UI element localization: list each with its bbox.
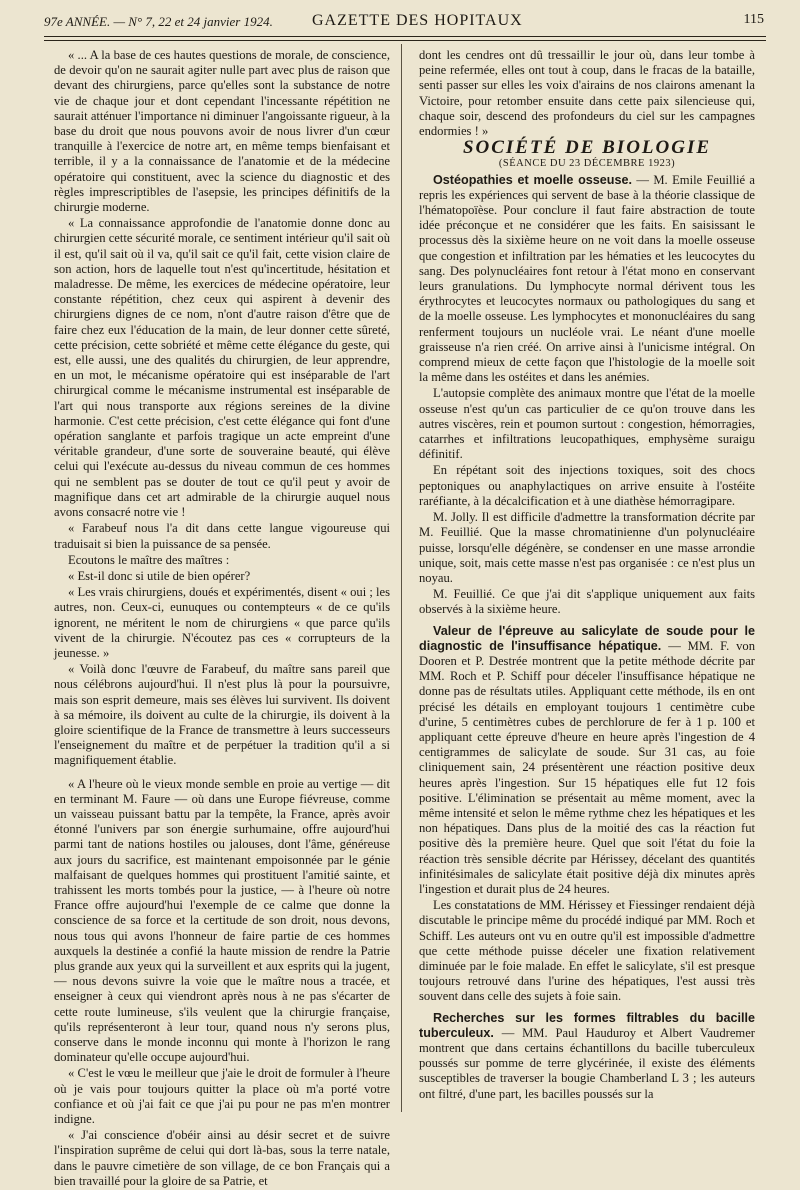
- paragraph: « ... A la base de ces hautes questions de morale, de conscience, de devoir qu'on ne saurait agiter nulle part avec plus de raison que devant des chirurgiens, parce qu'elles sont la substance de notre vie de chaque jour et dont cependant l'incessante répétition ne saurait atténuer l'importance ni diminuer l'angoissante rigueur, à la base du droit que nous pouvons avoir de nous livrer d'un cœur tranquille à l'exercice de notre art, en même temps bienfaisant et terrible, il y a la connaissance de l'anatomie et de la médecine opératoire qui constituent, avec la science du diagnostic et des règles imprescriptibles de l'asepsie, les principes définitifs de la chirurgie moderne.: [54, 48, 390, 215]
- quote-paragraph: « Les vrais chirurgiens, doués et expérimentés, disent « oui ; les autres, non. Ceux-ci, eunuques ou contempteurs « de ce qu'ils ignorent, ne méritent le nom de chirurgiens « que parce qu'ils vivent de la chirurgie. N'écoutez pas ces « corrupteurs de la jeunesse. »: [54, 585, 390, 660]
- article-text: — MM. F. von Dooren et P. Destrée montrent que la petite méthode décrite par MM. Roch et P. Schiff pour déceler l'insuffisance hépatique ne donne pas de résultats utiles. Appliquant cette méthode, ils en ont précisé les détails en employant toujours 1 centimètre cube d'urine, 5 centimètres cubes de perchlorure de fer à 1 p. 100 et appliquant cette épreuve d'heure en heure après l'ingestion de 4 centigrammes de salicylate de soude. Sur 31 cas, au foie cliniquement sain, 24 présentèrent une réaction positive deux heures après l'ingestion. Sur 15 hépatiques elle fut 12 fois positive. L'élimination se présentait au même moment, avec la même intensité et selon le même rythme chez les hépatiques et les non hépatiques. Dans plus de la moitié des cas la réaction fut positive dès la première heure. Quel que soit l'état du foie la réaction très sensible décrite par Hérissey, décelant des quantités infinitésimales de salicylate était positive déjà dix minutes après l'ingestion et durait plus de 24 heures.: [419, 638, 755, 896]
- column-divider: [401, 44, 402, 1112]
- paragraph: « A l'heure où le vieux monde semble en proie au vertige — dit en terminant M. Faure — où dans une Europe fiévreuse, comme un vaisseau puissant battu par la tempête, la France, après avoir étonné l'univers par son énergie surhumaine, offre aujourd'hui parmi tant de nations hostiles ou jalouses, dont l'âme, généreuse aux jours du sacrifice, est maintenant empoisonnée par le génie malfaisant de quelques hommes qui prostituent l'amitié sainte, et trahissent les morts tombés pour la justice, — à l'heure où notre France offre aujourd'hui l'exemple de ce calme que donne la conscience de sa force et la certitude de son droit, nous devons, nous tous qui avons l'honneur de faire partie de ces hommes auxquels la destinée a confié la haute mission de rendre la Patrie plus grande aux yeux qui la surveillent et aux esprits qui la jugent, — nous devons suivre la voie que le maître nous a tracée, et enseigner à ceux qui viendront après nous à ne pas s'écarter de cette route lumineuse, s'ils veulent que la chirurgie française, qu'ils représenteront à leur tour, quand nous n'y serons plus, conserve dans le monde inconnu qui monte à l'horizon le rang dominateur qu'elle occupe aujourd'hui.: [54, 776, 390, 1065]
- issue-info: 97e ANNÉE. — N° 7, 22 et 24 janvier 1924.: [44, 14, 273, 29]
- page-header: [44, 10, 764, 34]
- left-column: [54, 48, 390, 1190]
- paragraph: « C'est le vœu le meilleur que j'aie le droit de formuler à l'heure où je vais pour toujours quitter la place où m'a porté votre confiance et où j'ai fait ce que j'ai pu pour ne pas m'en montrer indigne.: [54, 1066, 390, 1127]
- article-title: Recherches sur les formes filtrables du bacille tuberculeux.: [419, 1010, 755, 1040]
- header-rule-top: [44, 36, 766, 37]
- article-filtrables: [419, 1011, 755, 1102]
- article-title: Valeur de l'épreuve au salicylate de soude pour le diagnostic de l'insuffisance hépatique.: [419, 623, 755, 653]
- paragraph: « Voilà donc l'œuvre de Farabeuf, du maître sans pareil que nous célébrons aujourd'hui. Il n'est plus là pour la poursuivre, mais son esprit demeure, mais ses élèves lui survivent. Ils doivent à sa mémoire, ils doivent au culte de la chirurgie, ils doivent à la gloire scientifique de la France de transmettre à leurs successeurs l'enseignement du maître et de perpétuer la tradition qu'il a si magnifiquement établie.: [54, 662, 390, 768]
- article-text: — M. Emile Feuillié a repris les expériences qui servent de base à la théorie classique de l'hématopoïèse. Pour conclure il faut faire abstraction de toute idée préconçue et ne considérer que les faits. En saisissant le processus dès la sixième heure on ne voit dans la moelle osseuse que congestion et infiltration par les hématies et les leucocytes du sang. Des polynucléaires font retour à l'état mono en conservant leurs granulations. Du lymphocyte normal dérivent tous les érythrocytes et leucocytes normaux ou pathologiques du sang et de la moelle osseuse. Les lymphocytes et mononucléaires du sang renferment toujours un nucléole vrai. Le néant d'une moelle graisseuse n'a rien créé. On arrive ainsi à l'unicisme intégral. On comprend mieux de cette façon que l'histologie de la moelle soit la même dans les ostéites et dans les anémies.: [419, 172, 756, 385]
- paragraph: « J'ai conscience d'obéir ainsi au désir secret et de suivre l'inspiration suprême de celui qui dort là-bas, sous la terre natale, dans le pauvre cimetière de son village, de ce bon Français qui a bien travaillé pour la gloire de sa Patrie, et: [54, 1128, 390, 1188]
- header-rule-bottom: [44, 40, 766, 41]
- article-text: — MM. Paul Hauduroy et Albert Vaudremer montrent que dans certains échantillons du bacille tuberculeux poussés sur pomme de terre glycérinée, il existe des éléments susceptibles de traverser la bougie Chamberland L 3 ; les auteurs ont filtré, d'une part, les bacilles poussés sur la: [419, 1025, 755, 1101]
- paragraph: M. Feuillié. Ce que j'ai dit s'applique uniquement aux faits observés à la sixième heure.: [419, 587, 755, 617]
- publication-title: GAZETTE DES HOPITAUX: [312, 12, 523, 29]
- article-title: Ostéopathies et moelle osseuse.: [433, 172, 632, 187]
- paragraph: « La connaissance approfondie de l'anatomie donne donc au chirurgien cette sécurité morale, ce sentiment intérieur qu'il sait où il est, qu'il sait où il va, qu'il sait ce qu'il fait, cette vision claire de son action, hors de laquelle tout n'est qu'incertitude, hésitation et maladresse. De même, les exercices de médecine opératoire, leur constante répétition, chez ceux qui aspirent à devenir des chirurgiens dignes de ce nom, n'ont d'autre raison d'être que de faire chez eux l'éducation de la main, de leur donner cette sûreté, cette précision, cette sobriété et même cette élégance du geste, qui est, elle aussi, une des qualités du chirurgien, de leur apprendre, en un mot, le mécanisme opératoire qui est inséparable de l'art chirurgical comme le mécanisme instrumental est inséparable de l'art qui nous transporte aux régions sereines de la divine harmonie. C'est cette précision, c'est cette élégance qui font d'une opération sanglante et parfois tragique un acte empreint d'une véritable grandeur, d'une sorte de souveraine beauté, qui élève celui qui l'exécute au-dessus du niveau commun de ces hommes qui ne semblent pas se douter de tout ce qu'il peut y avoir de magnifique dans cet art admirable de la chirurgie auquel nous avons consacré notre vie !: [54, 216, 390, 520]
- article-osteopathies: [419, 173, 755, 386]
- page-number: 115: [743, 12, 764, 27]
- paragraph: « Farabeuf nous l'a dit dans cette langue vigoureuse qui traduisait si bien la puissance de sa pensée.: [54, 521, 390, 551]
- paragraph: L'autopsie complète des animaux montre que l'état de la moelle osseuse n'est qu'un cas particulier de ce qu'on trouve dans les autres viscères, rein et poumon surtout : congestion, hémorragies, catarrhes et infiltrations leucopathiques, emphysème suraigu définitif.: [419, 386, 755, 462]
- paragraph: Les constatations de MM. Hérissey et Fiessinger rendaient déjà discutable le principe même du procédé indiqué par MM. Roch et Schiff. Les auteurs ont vu en outre qu'il est impossible d'admettre que cette méthode puisse déceler une fixation relativement diminuée par le foie malade. En effet le salicylate, s'il est presque toujours retrouvé dans l'urine des hépatiques, l'est aussi très souvent dans celle des sujets à foie sain.: [419, 898, 755, 1004]
- paragraph: En répétant soit des injections toxiques, soit des chocs peptoniques ou anaphylactiques on arrive ensuite à l'ostéite raréfiante, à la décalcification et à une diathèse hémorragipare.: [419, 463, 755, 508]
- right-column: [419, 48, 755, 1103]
- continuation-paragraph: dont les cendres ont dû tressaillir le jour où, dans leur tombe à peine refermée, elles ont tout à coup, dans le fracas de la bataille, senti passer sur elles les voix d'airains de nos clairons amenant la Victoire, pour retomber ensuite dans cette paix silencieuse qui, chaque soir, descend des profondeurs du ciel sur les campagnes endormies ! »: [419, 48, 755, 139]
- session-date: (SÉANCE DU 23 DÉCEMBRE 1923): [498, 158, 676, 170]
- paragraph: M. Jolly. Il est difficile d'admettre la transformation décrite par M. Feuillié. Que la masse chromatinienne d'un polynucléaire puisse, lorsqu'elle dégénère, se condenser en une masse arrondie unique, soit, mais cette masse n'est pas organisée : ce n'est plus un noyau.: [419, 510, 755, 585]
- quote-line: « Est-il donc si utile de bien opérer?: [68, 568, 251, 583]
- paragraph: Ecoutons le maître des maîtres :: [68, 552, 230, 567]
- section-title: SOCIÉTÉ DE BIOLOGIE: [462, 137, 712, 159]
- article-salicylate: [419, 624, 755, 898]
